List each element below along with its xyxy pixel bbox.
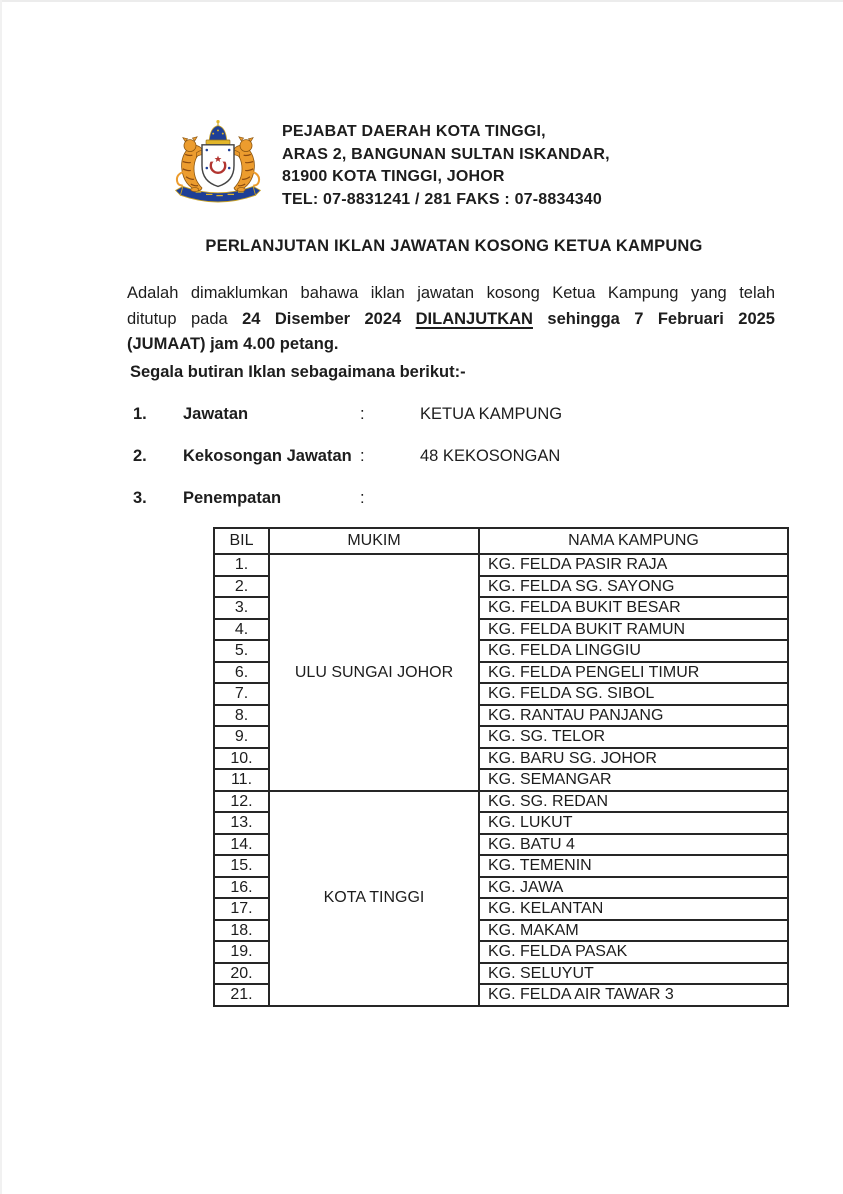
- cell-kampung: KG. TEMENIN: [479, 855, 788, 877]
- detail-label: Penempatan: [183, 489, 282, 507]
- cell-bil: 5.: [214, 640, 269, 662]
- cell-bil: 14.: [214, 834, 269, 856]
- cell-bil: 21.: [214, 984, 269, 1006]
- cell-bil: 8.: [214, 705, 269, 727]
- table-header-row: [214, 528, 788, 554]
- cell-bil: 1.: [214, 554, 269, 576]
- detail-number: 1.: [133, 405, 147, 423]
- cell-mukim: ULU SUNGAI JOHOR: [269, 554, 479, 791]
- detail-colon: :: [360, 405, 365, 423]
- cell-kampung: KG. FELDA LINGGIU: [479, 640, 788, 662]
- cell-kampung: KG. FELDA BUKIT BESAR: [479, 597, 788, 619]
- letterhead-line: PEJABAT DAERAH KOTA TINGGI,: [282, 123, 546, 140]
- cell-bil: 7.: [214, 683, 269, 705]
- details-list: [133, 404, 773, 530]
- detail-row-penempatan: [133, 488, 773, 508]
- cell-bil: 6.: [214, 662, 269, 684]
- cell-bil: 20.: [214, 963, 269, 985]
- detail-colon: :: [360, 447, 365, 465]
- table-header-mukim: MUKIM: [269, 528, 479, 554]
- detail-colon: :: [360, 489, 365, 507]
- letterhead-address: [282, 118, 610, 211]
- cell-kampung: KG. FELDA PENGELI TIMUR: [479, 662, 788, 684]
- cell-kampung: KG. FELDA SG. SAYONG: [479, 576, 788, 598]
- shield-crescent-star: [202, 145, 234, 187]
- intro-segment: DILANJUTKAN: [415, 309, 533, 328]
- intro-segment: sehingga 7 Februari 2025: [532, 309, 775, 328]
- cell-kampung: KG. BATU 4: [479, 834, 788, 856]
- letterhead: [170, 118, 610, 211]
- letterhead-line: ARAS 2, BANGUNAN SULTAN ISKANDAR,: [282, 145, 610, 163]
- detail-row-jawatan: [133, 404, 773, 424]
- intro-paragraph: [127, 281, 775, 358]
- cell-kampung: KG. MAKAM: [479, 920, 788, 942]
- table-header-bil: BIL: [214, 528, 269, 554]
- detail-value: KETUA KAMPUNG: [420, 405, 563, 423]
- letterhead-line: 81900 KOTA TINGGI, JOHOR: [282, 168, 505, 185]
- cell-bil: 15.: [214, 855, 269, 877]
- document-title: PERLANJUTAN IKLAN JAWATAN KOSONG KETUA KAMPUNG: [205, 237, 703, 255]
- intro-segment: 24 Disember 2024: [242, 309, 416, 328]
- cell-bil: 4.: [214, 619, 269, 641]
- table-header-nama-kampung: NAMA KAMPUNG: [479, 528, 788, 554]
- table-row: [214, 791, 788, 813]
- cell-kampung: KG. RANTAU PANJANG: [479, 705, 788, 727]
- cell-kampung: KG. SELUYUT: [479, 963, 788, 985]
- detail-row-kekosongan: [133, 446, 773, 466]
- placements-table: [213, 527, 789, 1007]
- crown: [206, 120, 230, 144]
- letterhead-line: TEL: 07-8831241 / 281 FAKS : 07-8834340: [282, 190, 602, 208]
- cell-bil: 11.: [214, 769, 269, 791]
- detail-label: Kekosongan Jawatan: [183, 447, 352, 465]
- detail-label: Jawatan: [183, 405, 249, 423]
- cell-bil: 9.: [214, 726, 269, 748]
- cell-kampung: KG. FELDA BUKIT RAMUN: [479, 619, 788, 641]
- cell-kampung: KG. SEMANGAR: [479, 769, 788, 791]
- cell-kampung: KG. LUKUT: [479, 812, 788, 834]
- cell-kampung: KG. FELDA PASAK: [479, 941, 788, 963]
- cell-bil: 12.: [214, 791, 269, 813]
- cell-bil: 13.: [214, 812, 269, 834]
- cell-bil: 19.: [214, 941, 269, 963]
- johor-coat-of-arms-icon: [170, 118, 266, 210]
- cell-kampung: KG. SG. TELOR: [479, 726, 788, 748]
- details-heading: Segala butiran Iklan sebagaimana berikut:-: [130, 363, 466, 381]
- detail-number: 2.: [133, 447, 147, 465]
- cell-bil: 16.: [214, 877, 269, 899]
- cell-bil: 3.: [214, 597, 269, 619]
- cell-kampung: KG. FELDA SG. SIBOL: [479, 683, 788, 705]
- detail-number: 3.: [133, 489, 147, 507]
- table-row: [214, 554, 788, 576]
- cell-kampung: KG. FELDA PASIR RAJA: [479, 554, 788, 576]
- cell-mukim: KOTA TINGGI: [269, 791, 479, 1006]
- cell-kampung: KG. BARU SG. JOHOR: [479, 748, 788, 770]
- intro-segment: ditutup pada: [127, 309, 243, 328]
- detail-value: 48 KEKOSONGAN: [420, 447, 561, 465]
- placements-table-body: [214, 554, 788, 1006]
- intro-segment: (JUMAAT) jam 4.00 petang.: [127, 335, 339, 353]
- detail-value: [420, 488, 773, 508]
- cell-kampung: KG. SG. REDAN: [479, 791, 788, 813]
- cell-bil: 2.: [214, 576, 269, 598]
- cell-kampung: KG. KELANTAN: [479, 898, 788, 920]
- cell-bil: 10.: [214, 748, 269, 770]
- intro-segment: Adalah dimaklumkan bahawa iklan jawatan kosong Ketua Kampung yang telah: [127, 284, 775, 302]
- cell-bil: 18.: [214, 920, 269, 942]
- cell-kampung: KG. FELDA AIR TAWAR 3: [479, 984, 788, 1006]
- cell-bil: 17.: [214, 898, 269, 920]
- cell-kampung: KG. JAWA: [479, 877, 788, 899]
